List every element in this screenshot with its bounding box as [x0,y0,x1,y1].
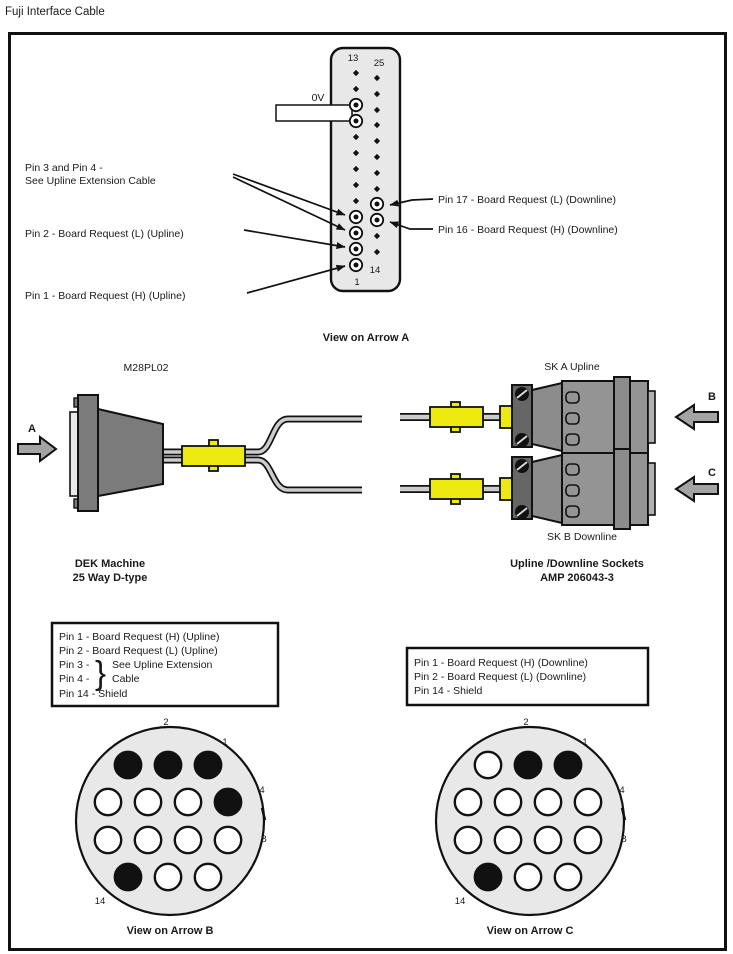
legend-upline-line1: Pin 1 - Board Request (H) (Upline) [59,631,220,643]
zero-volt-box [276,105,352,121]
socket-pin [95,827,121,853]
view-b-label-4: 4 [259,785,265,796]
view-c-label-4: 4 [619,785,625,796]
socket-pin [155,752,181,778]
legend-upline-box [52,623,278,706]
arrow-a-shape [18,437,56,461]
arrow-a-label: A [28,423,36,435]
callout-pin16: Pin 16 - Board Request (H) (Downline) [438,224,618,236]
view-b-label-8: 8 [261,834,267,845]
socket-pin [495,827,521,853]
legend-downline-box [407,648,648,705]
arrow-b-label: B [708,391,716,403]
socket-pin [535,827,561,853]
view-b-label-1: 1 [222,737,228,748]
callout-pin34-line1: Pin 3 and Pin 4 - [25,162,103,174]
dtype-shell [98,409,163,496]
dtype-face-strip [70,412,78,496]
view-c-label-8: 8 [621,834,627,845]
view-b-caption: View on Arrow B [126,925,214,937]
callout-pin1: Pin 1 - Board Request (H) (Upline) [25,290,186,302]
legend-downline-line2: Pin 2 - Board Request (L) (Downline) [414,671,587,683]
callout-pin17: Pin 17 - Board Request (L) (Downline) [438,194,616,206]
pin-view-b [76,717,267,937]
view-c-caption: View on Arrow C [486,925,574,937]
legend-upline-line4: Pin 4 - [59,673,90,685]
socket-pin [475,752,501,778]
legend-brace: } [95,654,107,691]
socket-pin [135,827,161,853]
socket-pin [515,752,541,778]
dtype-connector [70,395,163,511]
dtype-flange [78,395,98,511]
sk-b-label: SK B Downline [546,531,618,543]
pin13-label: 13 [347,53,359,64]
socket-pin [455,827,481,853]
socket-pin [175,827,201,853]
legend-upline-line3: Pin 3 - [59,659,90,671]
socket-pin [195,864,221,890]
socket-pin [515,864,541,890]
callout-pin2: Pin 2 - Board Request (L) (Upline) [25,228,184,240]
arrow-c-shape [676,477,718,501]
socket-pin [555,752,581,778]
legend-downline-line1: Pin 1 - Board Request (H) (Downline) [414,657,588,669]
page-title: Fuji Interface Cable [5,6,105,18]
socket-pin [555,864,581,890]
socket-sk-b [512,449,655,529]
legend-brace-note2: Cable [112,673,140,685]
callout-pin34-line2: See Upline Extension Cable [25,175,156,187]
pin14-label: 14 [369,265,381,276]
socket-pin [495,789,521,815]
socket-pin [475,864,501,890]
view-b-label-2: 2 [163,717,169,728]
socket-pin [115,864,141,890]
socket-pin [155,864,181,890]
socket-pin [215,789,241,815]
view-c-label-14: 14 [454,896,466,907]
pin1-label: 1 [354,277,360,288]
pin-view-c [436,717,627,937]
socket-pin [535,789,561,815]
socket-pin [215,827,241,853]
socket-pin [175,789,201,815]
zero-volt-label: 0V [311,92,325,104]
sk-a-label: SK A Upline [544,361,600,373]
socket-pin [115,752,141,778]
socket-pin [575,789,601,815]
sockets-caption-line2: AMP 206043-3 [540,572,614,584]
view-c-label-2: 2 [523,717,529,728]
sockets-caption-line1: Upline /Downline Sockets [510,558,644,570]
dtype-part-label: M28PL02 [123,362,169,374]
arrow-c-label: C [708,467,716,479]
legend-upline-line5: Pin 14 - Shield [59,688,128,700]
arrow-b-shape [676,405,718,429]
socket-pin [195,752,221,778]
dek-caption-line2: 25 Way D-type [72,572,148,584]
connector-view-a [25,48,618,344]
view-c-label-1: 1 [582,737,588,748]
socket-pin [95,789,121,815]
dsub-body [331,48,400,291]
legend-brace-note1: See Upline Extension [112,659,213,671]
dek-caption-line1: DEK Machine [74,558,146,570]
view-a-caption: View on Arrow A [322,332,410,344]
socket-pin [455,789,481,815]
socket-sk-a [512,377,655,457]
pin25-label: 25 [373,58,385,69]
legend-upline-line2: Pin 2 - Board Request (L) (Upline) [59,645,218,657]
socket-pin [135,789,161,815]
socket-pin [575,827,601,853]
legend-downline-line3: Pin 14 - Shield [414,685,483,697]
cable-assembly [18,361,718,584]
view-b-label-14: 14 [94,896,106,907]
